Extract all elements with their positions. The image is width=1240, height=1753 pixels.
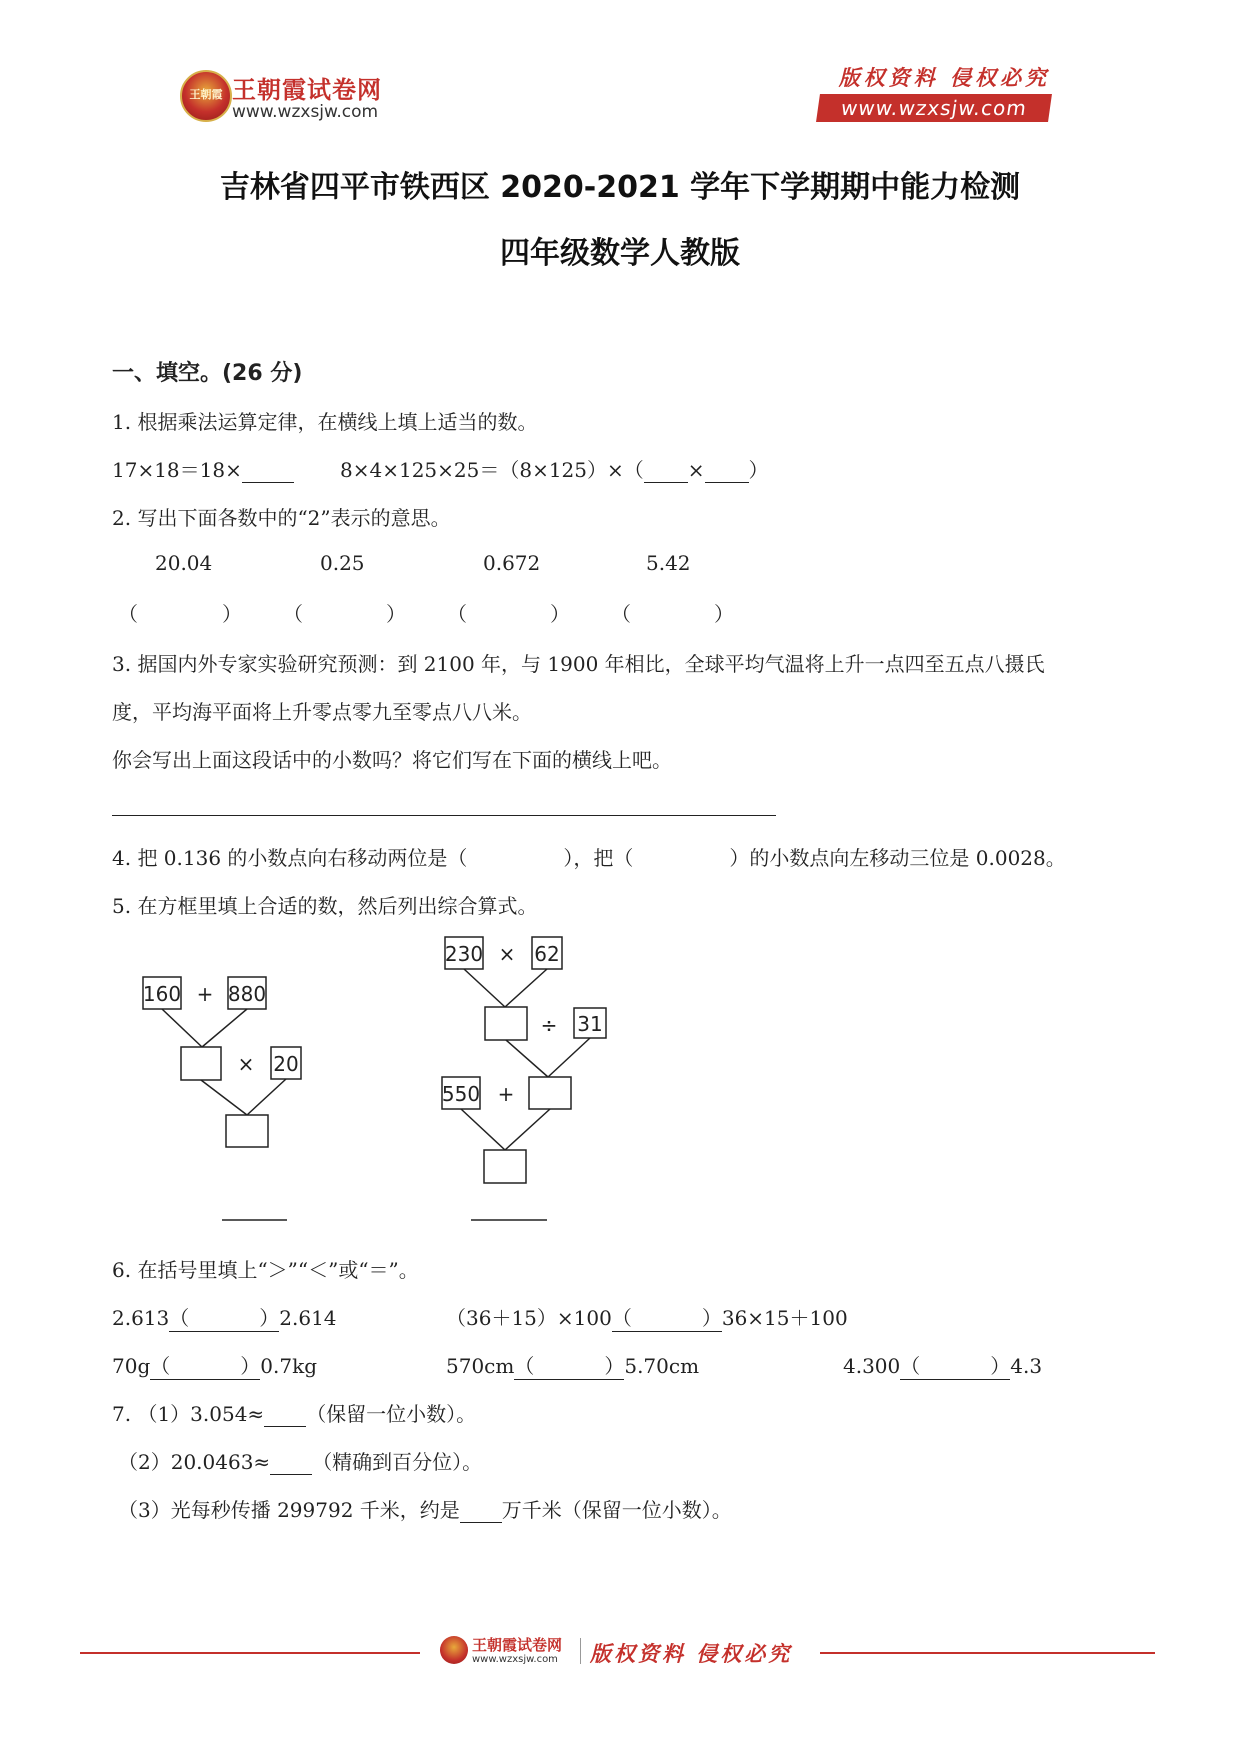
operator: × — [498, 942, 516, 966]
section-heading: 一、填空。(26 分) — [112, 361, 303, 386]
q2-number: 20.04 — [155, 551, 213, 575]
answer-blank[interactable] — [644, 458, 688, 483]
footer-rule-left — [80, 1652, 420, 1654]
answer-blank[interactable] — [242, 458, 294, 483]
footer-separator — [580, 1638, 581, 1664]
answer-blank[interactable] — [705, 458, 749, 483]
site-logo — [180, 70, 480, 130]
answer-box[interactable] — [485, 1007, 527, 1040]
answer-blank[interactable] — [270, 1450, 312, 1475]
q1-expression-1: 17×18＝18× — [112, 454, 294, 483]
answer-blank[interactable] — [264, 1402, 306, 1427]
question-7-part-1: 7. （1）3.054≈ （保留一位小数）。 — [112, 1402, 477, 1426]
operator: × — [237, 1052, 255, 1076]
answer-paren-open: （ — [283, 602, 303, 626]
answer-box[interactable] — [529, 1077, 571, 1109]
question-7-part-3: （3）光每秒传播 299792 千米，约是 万千米（保留一位小数）。 — [118, 1498, 732, 1522]
question-2: 2. 写出下面各数中的“2”表示的意思。 — [112, 506, 451, 530]
question-3-line-1: 3. 据国内外专家实验研究预测：到 2100 年，与 1900 年相比，全球平均气温将上升一点四至五点八摄氏 — [112, 652, 1045, 676]
answer-blank[interactable] — [460, 1498, 502, 1523]
answer-box[interactable] — [484, 1150, 526, 1183]
exam-title: 吉林省四平市铁西区 2020-2021 学年下学期期中能力检测 — [219, 170, 1021, 205]
answer-box[interactable] — [226, 1115, 268, 1147]
question-7-part-2: （2）20.0463≈ （精确到百分位）。 — [118, 1450, 483, 1474]
answer-box[interactable] — [181, 1047, 221, 1080]
answer-paren-open: （ — [118, 602, 138, 626]
footer-copyright: 版权资料 侵权必究 — [590, 1641, 793, 1666]
q6-compare-5: 4.300（ ）4.3 — [843, 1350, 1042, 1380]
answer-paren-close: ） — [714, 602, 734, 626]
compare-blank[interactable]: （ ） — [169, 1302, 279, 1332]
operator: ÷ — [540, 1013, 558, 1037]
q2-number: 0.672 — [483, 551, 541, 575]
operator: + — [196, 982, 214, 1006]
question-3-line-2: 度，平均海平面将上升零点零九至零点八八米。 — [112, 700, 532, 724]
q6-compare-3: 70g（ ）0.7kg — [112, 1350, 317, 1380]
q2-number: 5.42 — [646, 551, 691, 575]
exam-subtitle: 四年级数学人教版 — [500, 236, 740, 271]
tree-number: 62 — [534, 942, 560, 966]
compare-blank[interactable]: （ ） — [900, 1350, 1010, 1380]
answer-paren-open: （ — [447, 602, 467, 626]
tree-number: 230 — [444, 942, 484, 966]
answer-line[interactable] — [112, 815, 776, 816]
logo-badge-icon: 王朝霞 — [180, 70, 232, 122]
copyright-notice: 版权资料 侵权必究 — [838, 65, 1050, 90]
q2-number: 0.25 — [320, 551, 365, 575]
answer-paren-close: ） — [386, 602, 406, 626]
tree-number: 20 — [273, 1052, 299, 1076]
question-6: 6. 在括号里填上“＞”“＜”或“＝”。 — [112, 1258, 419, 1282]
q6-compare-2: （36＋15）×100（ ）36×15＋100 — [446, 1302, 848, 1332]
footer-badge-icon — [440, 1636, 468, 1664]
tree-number: 550 — [441, 1082, 481, 1106]
compare-blank[interactable]: （ ） — [514, 1350, 624, 1380]
footer-logo-name: 王朝霞试卷网 — [472, 1636, 563, 1654]
operator: + — [497, 1082, 515, 1106]
q6-compare-4: 570cm（ ）5.70cm — [446, 1350, 699, 1380]
tree-number: 880 — [227, 982, 267, 1006]
question-3-line-3: 你会写出上面这段话中的小数吗？将它们写在下面的横线上吧。 — [112, 748, 672, 772]
compare-blank[interactable]: （ ） — [612, 1302, 722, 1332]
footer-rule-right — [820, 1652, 1155, 1654]
question-4: 4. 把 0.136 的小数点向右移动两位是（ ），把（ ）的小数点向左移动三位是 0.0028。 — [112, 846, 1066, 870]
footer-logo-url[interactable]: www.wzxsjw.com — [472, 1654, 558, 1665]
calculation-tree-diagram — [120, 925, 620, 1225]
answer-paren-open: （ — [611, 602, 631, 626]
question-1: 1. 根据乘法运算定律，在横线上填上适当的数。 — [112, 410, 538, 434]
q1-expression-2: 8×4×125×25＝（8×125）×（ × ） — [340, 458, 769, 482]
logo-url: www.wzxsjw.com — [232, 102, 379, 122]
answer-paren-close: ） — [550, 602, 570, 626]
compare-blank[interactable]: （ ） — [150, 1350, 260, 1380]
site-url-banner[interactable]: www.wzxsjw.com — [816, 94, 1052, 122]
tree-number: 160 — [142, 982, 182, 1006]
q6-compare-1: 2.613（ ）2.614 — [112, 1302, 337, 1332]
tree-number: 31 — [577, 1012, 603, 1036]
footer-logo — [440, 1634, 820, 1674]
logo-name: 王朝霞试卷网 — [232, 76, 382, 104]
answer-paren-close: ） — [222, 602, 242, 626]
question-5: 5. 在方框里填上合适的数，然后列出综合算式。 — [112, 894, 538, 918]
